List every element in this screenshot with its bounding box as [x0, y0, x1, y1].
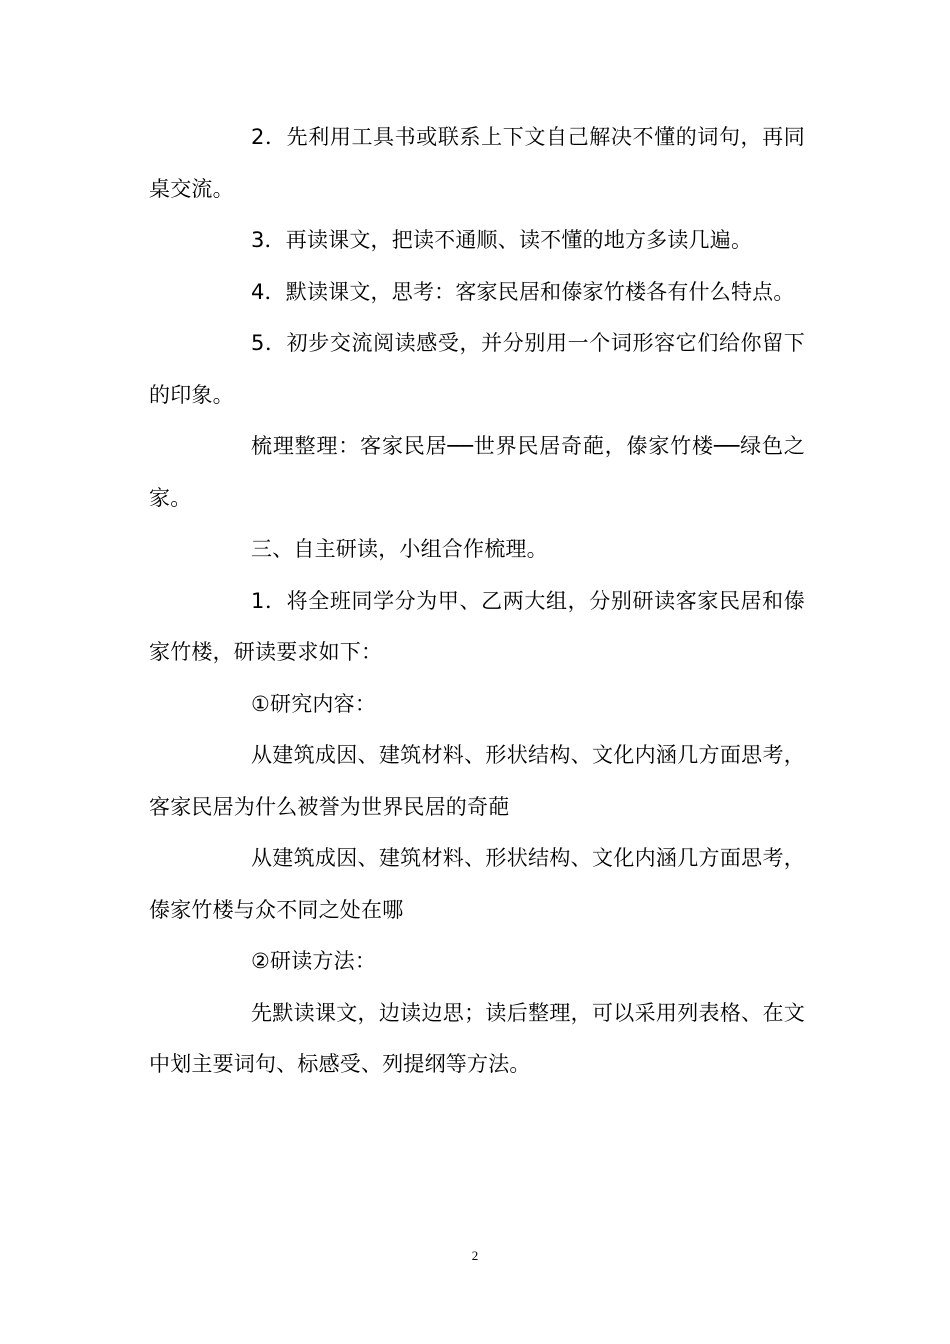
document-body — [149, 112, 805, 1091]
paragraph-group-step-1: 1．将全班同学分为甲、乙两大组，分别研读客家民居和傣家竹楼，研读要求如下： — [149, 588, 805, 664]
page-number: 2 — [471, 1248, 479, 1263]
paragraph-step-3: 3．再读课文，把读不通顺、读不懂的地方多读几遍。 — [251, 228, 753, 252]
paragraph-step-5: 5．初步交流阅读感受，并分别用一个词形容它们给你留下的印象。 — [149, 331, 805, 407]
paragraph-summary: 梳理整理：客家民居──世界民居奇葩，傣家竹楼──绿色之家。 — [149, 434, 805, 510]
paragraph-step-4: 4．默读课文，思考：客家民居和傣家竹楼各有什么特点。 — [251, 279, 795, 304]
paragraph-method: 先默读课文，边读边思；读后整理，可以采用列表格、在文中划主要词句、标感受、列提纲等方法。 — [149, 1000, 805, 1076]
subheading-research-method: ②研读方法： — [251, 949, 377, 973]
paragraph-hakka-question: 从建筑成因、建筑材料、形状结构、文化内涵几方面思考，客家民居为什么被誉为世界民居的奇葩 — [149, 743, 805, 819]
paragraph-dai-question: 从建筑成因、建筑材料、形状结构、文化内涵几方面思考，傣家竹楼与众不同之处在哪 — [149, 846, 805, 922]
paragraph-step-2: 2．先利用工具书或联系上下文自己解决不懂的词句，再同桌交流。 — [149, 125, 805, 201]
subheading-research-content: ①研究内容： — [251, 691, 377, 716]
section-heading-3: 三、自主研读，小组合作梳理。 — [251, 537, 548, 561]
